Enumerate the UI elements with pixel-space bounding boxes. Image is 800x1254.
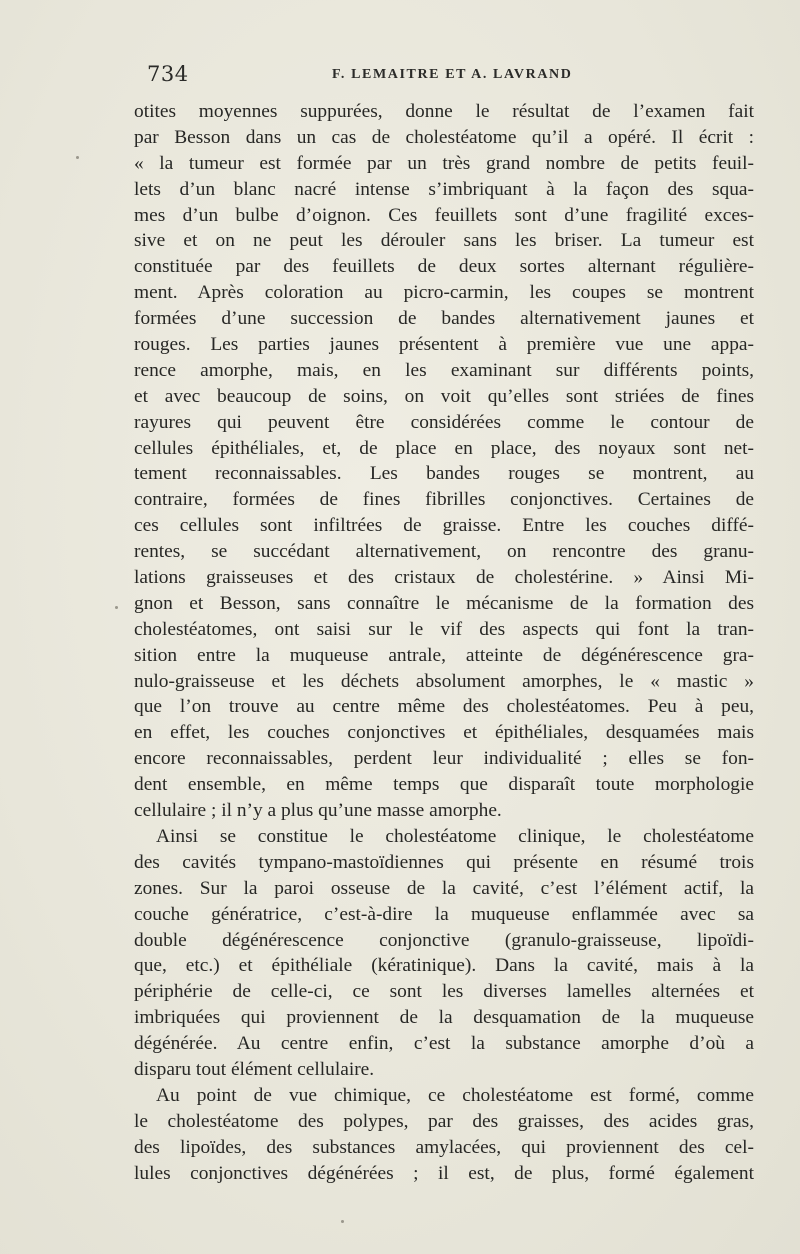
text-line: ces cellules sont infiltrées de graisse. Entre les couches diffé- [134, 515, 754, 537]
text-line: ment. Après coloration au picro-carmin, les coupes se montrent [134, 282, 754, 304]
text-line: mes d’un bulbe d’oignon. Ces feuillets sont d’une fragilité exces- [134, 204, 754, 226]
text-line: imbriquées qui proviennent de la desquamation de la muqueuse [134, 1007, 754, 1029]
text-line: cholestéatomes, ont saisi sur le vif des aspects qui font la tran- [134, 618, 754, 640]
text-line: des cavités tympano-mastoïdiennes qui présente en résumé trois [134, 851, 754, 873]
text-line: double dégénérescence conjonctive (granulo-graisseuse, lipoïdi- [134, 929, 754, 951]
text-line: gnon et Besson, sans connaître le mécanisme de la formation des [134, 592, 754, 614]
text-line: otites moyennes suppurées, donne le résultat de l’examen fait [134, 101, 754, 122]
text-line: par Besson dans un cas de cholestéatome qu’il a opéré. Il écrit : [134, 126, 754, 148]
text-line: cellules épithéliales, et, de place en place, des noyaux sont net- [134, 437, 754, 459]
paper-speck [76, 156, 79, 159]
text-line: périphérie de celle-ci, ce sont les diverses lamelles alternées et [134, 981, 754, 1003]
text-line: zones. Sur la paroi osseuse de la cavité, c’est l’élément actif, la [134, 877, 754, 899]
text-line: le cholestéatome des polypes, par des graisses, des acides gras, [134, 1110, 754, 1132]
text-line: rentes, se succédant alternativement, on rencontre des granu- [134, 541, 754, 563]
text-line: rence amorphe, mais, en les examinant sur différents points, [134, 359, 754, 381]
body-text [134, 99, 754, 1186]
text-line: lules conjonctives dégénérées ; il est, de plus, formé également [134, 1162, 754, 1184]
text-line: dégénérée. Au centre enfin, c’est la substance amorphe d’où a [134, 1033, 754, 1055]
text-line: sive et on ne peut les dérouler sans les briser. La tumeur est [134, 230, 754, 252]
text-line: constituée par des feuillets de deux sortes alternant régulière- [134, 256, 754, 278]
text-line: tement reconnaissables. Les bandes rouges se montrent, au [134, 463, 754, 485]
paper-speck [115, 606, 118, 609]
text-line: formées d’une succession de bandes alternativement jaunes et [134, 308, 754, 330]
text-line: que, etc.) et épithéliale (kératinique). Dans la cavité, mais à la [134, 955, 754, 977]
text-line: en effet, les couches conjonctives et épithéliales, desquamées mais [134, 722, 754, 744]
text-line: cellulaire ; il n’y a plus qu’une masse amorphe. [134, 800, 502, 822]
text-line: rayures qui peuvent être considérées comme le contour de [134, 411, 754, 433]
text-line: disparu tout élément cellulaire. [134, 1058, 375, 1080]
text-line: dent ensemble, en même temps que disparaît toute morphologie [134, 774, 754, 796]
text-line: Au point de vue chimique, ce cholestéatome est formé, comme [156, 1084, 754, 1106]
text-line: des lipoïdes, des substances amylacées, qui proviennent des cel- [134, 1136, 754, 1158]
page-header [147, 62, 755, 90]
text-line: lations graisseuses et des cristaux de cholestérine. » Ainsi Mi- [134, 567, 754, 589]
text-line: lets d’un blanc nacré intense s’imbriquant à la façon des squa- [134, 178, 754, 200]
text-line: contraire, formées de fines fibrilles conjonctives. Certaines de [134, 489, 754, 511]
page-number: 734 [147, 62, 189, 86]
paper-speck [341, 1220, 344, 1223]
text-line: encore reconnaissables, perdent leur individualité ; elles se fon- [134, 748, 754, 770]
text-line: nulo-graisseuse et les déchets absolument amorphes, le « mastic » [134, 670, 754, 692]
text-line: rouges. Les parties jaunes présentent à première vue une appa- [134, 334, 754, 356]
text-line: et avec beaucoup de soins, on voit qu’elles sont striées de fines [134, 385, 754, 407]
text-line: que l’on trouve au centre même des cholestéatomes. Peu à peu, [134, 696, 754, 718]
text-line: couche génératrice, c’est-à-dire la muqueuse enflammée avec sa [134, 903, 754, 925]
running-title: F. LEMAITRE ET A. LAVRAND [332, 67, 573, 82]
text-line: sition entre la muqueuse antrale, atteinte de dégénérescence gra- [134, 644, 754, 666]
text-line: Ainsi se constitue le cholestéatome clinique, le cholestéatome [156, 825, 754, 847]
text-line: « la tumeur est formée par un très grand nombre de petits feuil- [134, 152, 754, 174]
